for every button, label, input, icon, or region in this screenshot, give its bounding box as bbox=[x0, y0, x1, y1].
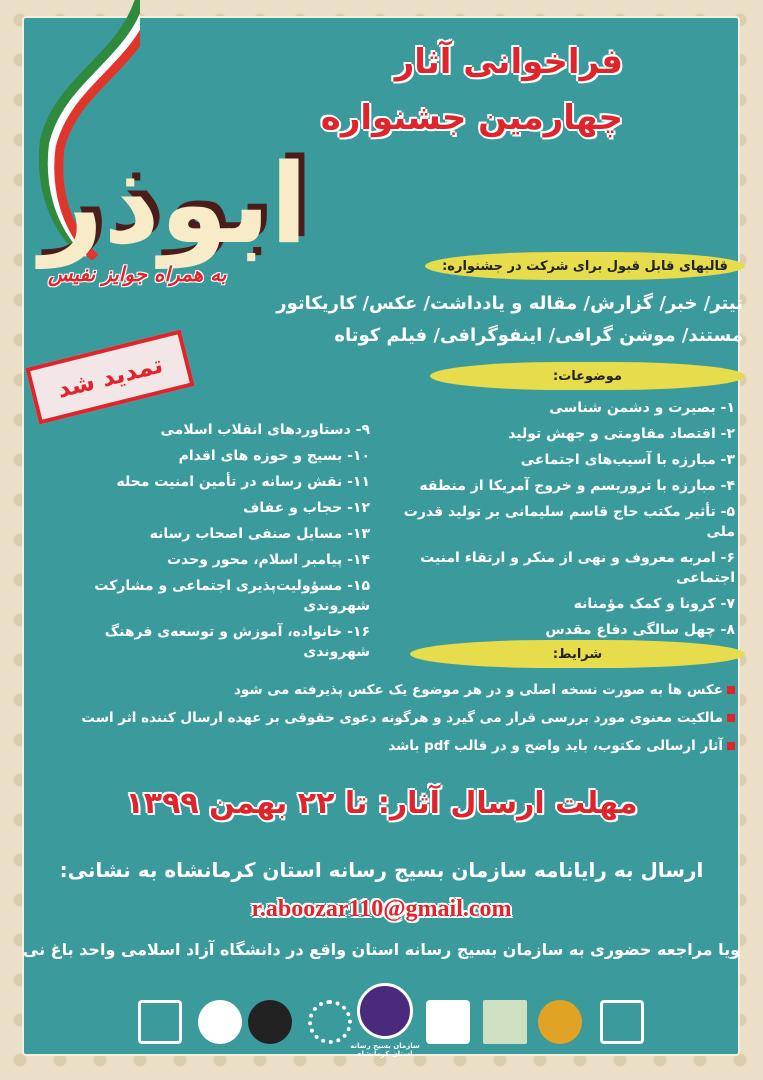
topic-item: ۱۳- مسایل صنفی اصحاب رسانه bbox=[149, 526, 370, 542]
topic-item: ۱۴- پیامبر اسلام، محور وحدت bbox=[166, 552, 370, 568]
condition-item bbox=[35, 708, 735, 728]
topic-item: ۳- مبارزه با آسیب‌های اجتماعی bbox=[520, 452, 735, 468]
title-fourth-festival: چهارمین جشنواره bbox=[320, 98, 623, 138]
topic-item: ۱۱- نقش رسانه در تأمین امنیت محله bbox=[116, 474, 370, 490]
topics-heading: موضوعات: bbox=[430, 362, 745, 390]
topic-item: ۱۰- بسیج و حوزه های اقدام bbox=[178, 448, 370, 464]
logo-sepah bbox=[130, 985, 190, 1047]
logo-resalat bbox=[418, 985, 478, 1047]
condition-item bbox=[35, 736, 735, 756]
condition-text: مالکیت معنوی مورد بررسی قرار می گیرد و هرگونه دعوی حقوقی بر عهده ارسال کننده اثر است bbox=[81, 710, 723, 726]
festival-name: ابوذر bbox=[40, 140, 308, 268]
logo-caption: سازمان بسیج رسانه استان کرمانشاه bbox=[350, 1042, 420, 1058]
topic-item: ۶- امربه معروف و نهی از منکر و ارتقاء امنیت اجتماعی bbox=[420, 550, 735, 586]
logo-sepah-2 bbox=[592, 985, 652, 1047]
extended-stamp: تمدید شد bbox=[25, 330, 194, 425]
topic-item: ۱۶- خانواده، آموزش و توسعه‌ی فرهنگ شهروندی bbox=[104, 624, 370, 660]
conditions-list bbox=[35, 680, 735, 756]
title-call-for-works: فراخوانی آثار bbox=[394, 42, 623, 82]
logo-hozeh-honari bbox=[240, 985, 300, 1047]
submit-instructions: ارسال به رایانامه سازمان بسیج رسانه استان کرمانشاه به نشانی: bbox=[59, 858, 704, 882]
topic-item: ۲- اقتصاد مقاومتی و جهش تولید bbox=[508, 426, 735, 442]
in-person-instructions: ویا مراجعه حضوری به سازمان بسیج رسانه استان واقع در دانشگاه آزاد اسلامی واحد باغ نی bbox=[22, 940, 741, 959]
topic-item: ۸- چهل سالگی دفاع مقدس bbox=[545, 622, 735, 638]
topic-item: ۵- تأثیر مکتب حاج قاسم سلیمانی بر تولید قدرت ملی bbox=[403, 504, 735, 540]
topic-item: ۷- کرونا و کمک مؤمنانه bbox=[573, 596, 735, 612]
deadline: مهلت ارسال آثار: تا ۲۲ بهمن ۱۳۹۹ bbox=[125, 786, 638, 821]
bullet-icon bbox=[727, 686, 735, 694]
formats-line: مستند/ موشن گرافی/ اینفوگرافی/ فیلم کوتاه bbox=[334, 325, 743, 346]
condition-text: عکس ها به صورت نسخه اصلی و در هر موضوع یک عکس پذیرفته می شود bbox=[233, 682, 723, 698]
logo-astan bbox=[475, 985, 535, 1047]
bullet-icon bbox=[727, 742, 735, 750]
topic-item: ۴- مبارزه با تروریسم و خروج آمریکا از منطقه bbox=[419, 478, 735, 494]
topics-column-right bbox=[390, 398, 735, 640]
topic-item: ۱۲- حجاب و عفاف bbox=[243, 500, 370, 516]
condition-text: آثار ارسالی مکتوب، باید واضح و در قالب pdf باشد bbox=[388, 738, 723, 754]
submit-email[interactable]: r.aboozar110@gmail.com bbox=[251, 896, 512, 922]
condition-item bbox=[35, 680, 735, 700]
prizes-tagline: به همراه جوایز نفیس bbox=[48, 262, 227, 286]
topic-item: ۹- دستاوردهای انقلاب اسلامی bbox=[160, 422, 370, 438]
bullet-icon bbox=[727, 714, 735, 722]
conditions-heading: شرایط: bbox=[410, 640, 745, 668]
logo-honari bbox=[530, 985, 590, 1047]
formats-heading: قالبهای قابل قبول برای شرکت در جشنواره: bbox=[425, 252, 745, 280]
topic-item: ۱۵- مسؤولیت‌پذیری اجتماعی و مشارکت شهروندی bbox=[94, 578, 370, 614]
logo-basij-resaneh bbox=[350, 978, 420, 1058]
topics-column-left bbox=[35, 420, 370, 662]
formats-line: تیتر/ خبر/ گزارش/ مقاله و یادداشت/ عکس/ کاریکاتور bbox=[276, 293, 743, 314]
topic-item: ۱- بصیرت و دشمن شناسی bbox=[549, 400, 735, 416]
